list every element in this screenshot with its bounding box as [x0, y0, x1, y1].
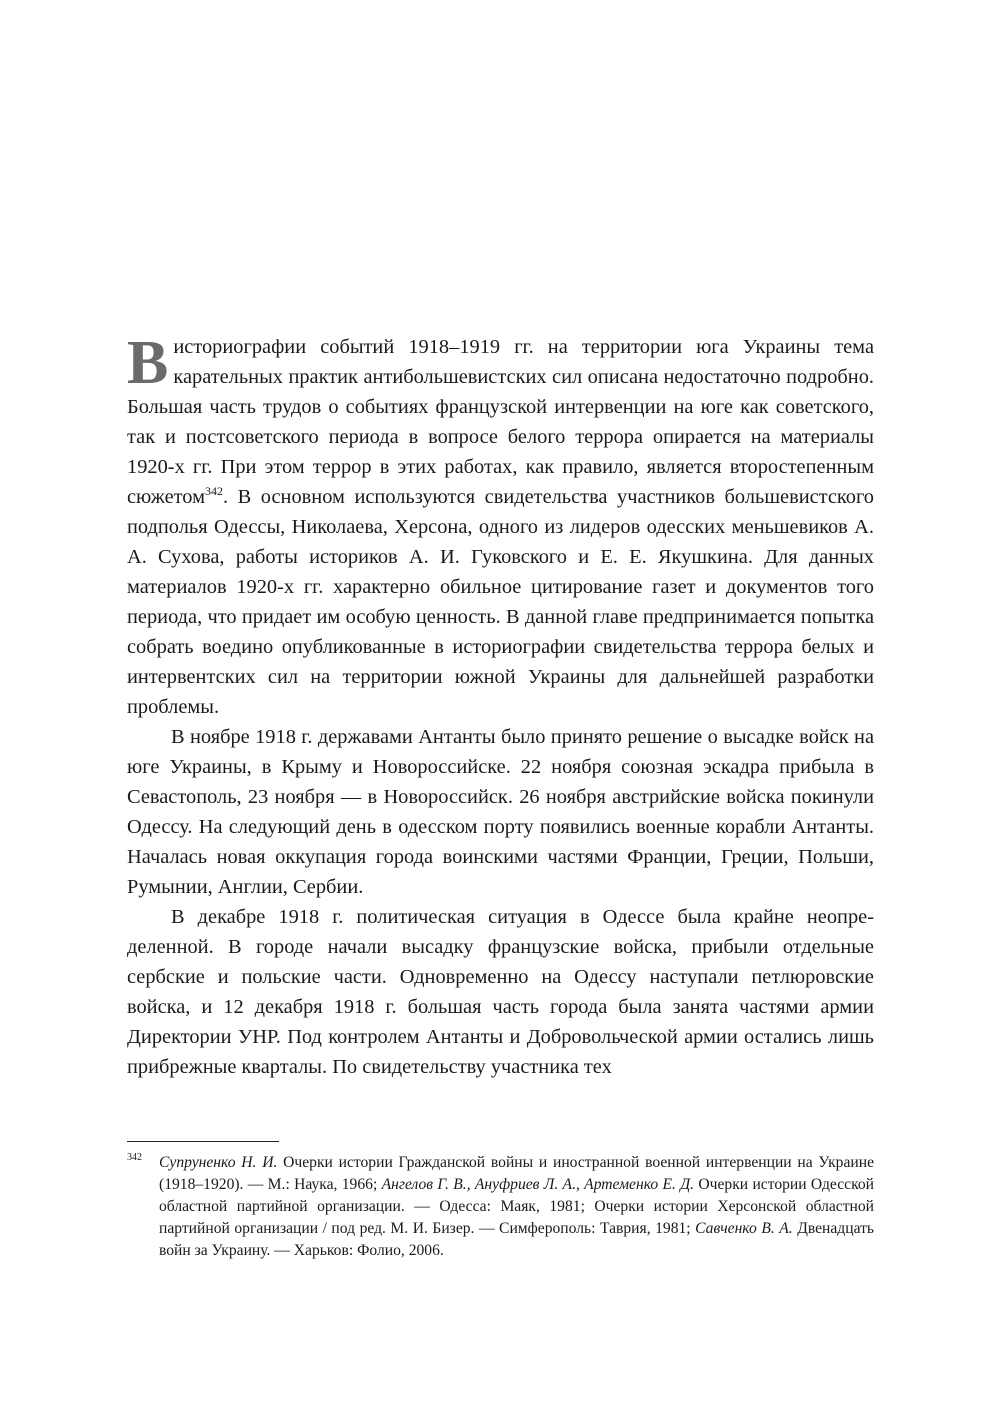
- paragraph-2: В ноябре 1918 г. державами Антанты было принято решение о высадке войск на юге Украины, в Крыму и Новороссийске. 22 ноября союзная эскадра прибыла в Севастополь, 23 ноября — в Новороссийск. 26 ноября австрийские войска покинули Одессу. На следующий день в одесском порту появились военные корабли Антанты. Началась новая оккупация города воинскими частями Франции, Греции, Польши, Румынии, Англии, Сербии.: [127, 726, 874, 898]
- footnote-text: [159, 1152, 874, 1262]
- footnote-marker: 342: [127, 1152, 142, 1163]
- footnote-author-3: Савченко В. А.: [695, 1220, 793, 1237]
- paragraph-3: В декабре 1918 г. политическая ситуация в Одессе была крайне неопределенной. В городе начали высадку французские войска, прибыли отдельные сербские и польские части. Одновременно на Одессу наступали петлюровские войска, и 12 декабря 1918 г. большая часть города была занята частями армии Директории УНР. Под контролем Антанты и Добровольческой армии остались лишь прибрежные кварталы. По свидетельству участника тех: [127, 906, 874, 1078]
- paragraph-1-text-b: . В основном используются свидетельства участников большевистского подполья Одессы, Николаева, Херсона, одного из лидеров одесских меньшевиков А. А. Сухова, работы историков А. И. Гуковского и Е. Е. Якушкина. Для данных материалов 1920-х гг. характерно обильное цитирование газет и документов того периода, что придает им особую ценность. В данной главе предпринимается попытка собрать воедино опубликованные в историографии свидетельства террора белых и интервентских сил на территории южной Украины для дальнейшей разработки проблемы.: [127, 486, 874, 718]
- main-text: [127, 329, 874, 1082]
- footnote: [127, 1152, 874, 1262]
- footnote-reference[interactable]: 342: [205, 484, 223, 499]
- paragraph-1-text-a: историографии событий 1918–1919 гг. на территории юга Украины тема карательных практик антибольшевистских сил описана недостаточно подробно. Большая часть трудов о событиях французской интервенции на юге как советского, так и постсоветского периода в вопросе белого террора опирается на материалы 1920-х гг. При этом террор в этих работах, как правило, является второстепенным сюжетом: [127, 336, 874, 508]
- paragraph-1: [127, 329, 874, 722]
- footnote-separator: [127, 1141, 279, 1142]
- drop-cap: В: [127, 329, 169, 397]
- footnote-author-1: Супруненко Н. И.: [159, 1154, 278, 1171]
- footnote-ref-3: Двенадцать войн за Украину. — Харьков: Фолио, 2006.: [159, 1220, 875, 1259]
- footnote-author-2: Ангелов Г. В., Ануфриев Л. А., Артеменко Е. Д.: [381, 1176, 695, 1193]
- footnote-ref-2: Очерки истории Одесской областной партийной организации. — Одесса: Маяк, 1981; Очерки истории Херсонской областной партийной организации / под ред. М. И. Бизер. — Симферополь: Таврия, 1981;: [159, 1176, 874, 1237]
- footnote-ref-1: Очерки истории Гражданской войны и иностранной военной интервенции на Украине (1918–1920). — М.: Наука, 1966;: [159, 1154, 875, 1193]
